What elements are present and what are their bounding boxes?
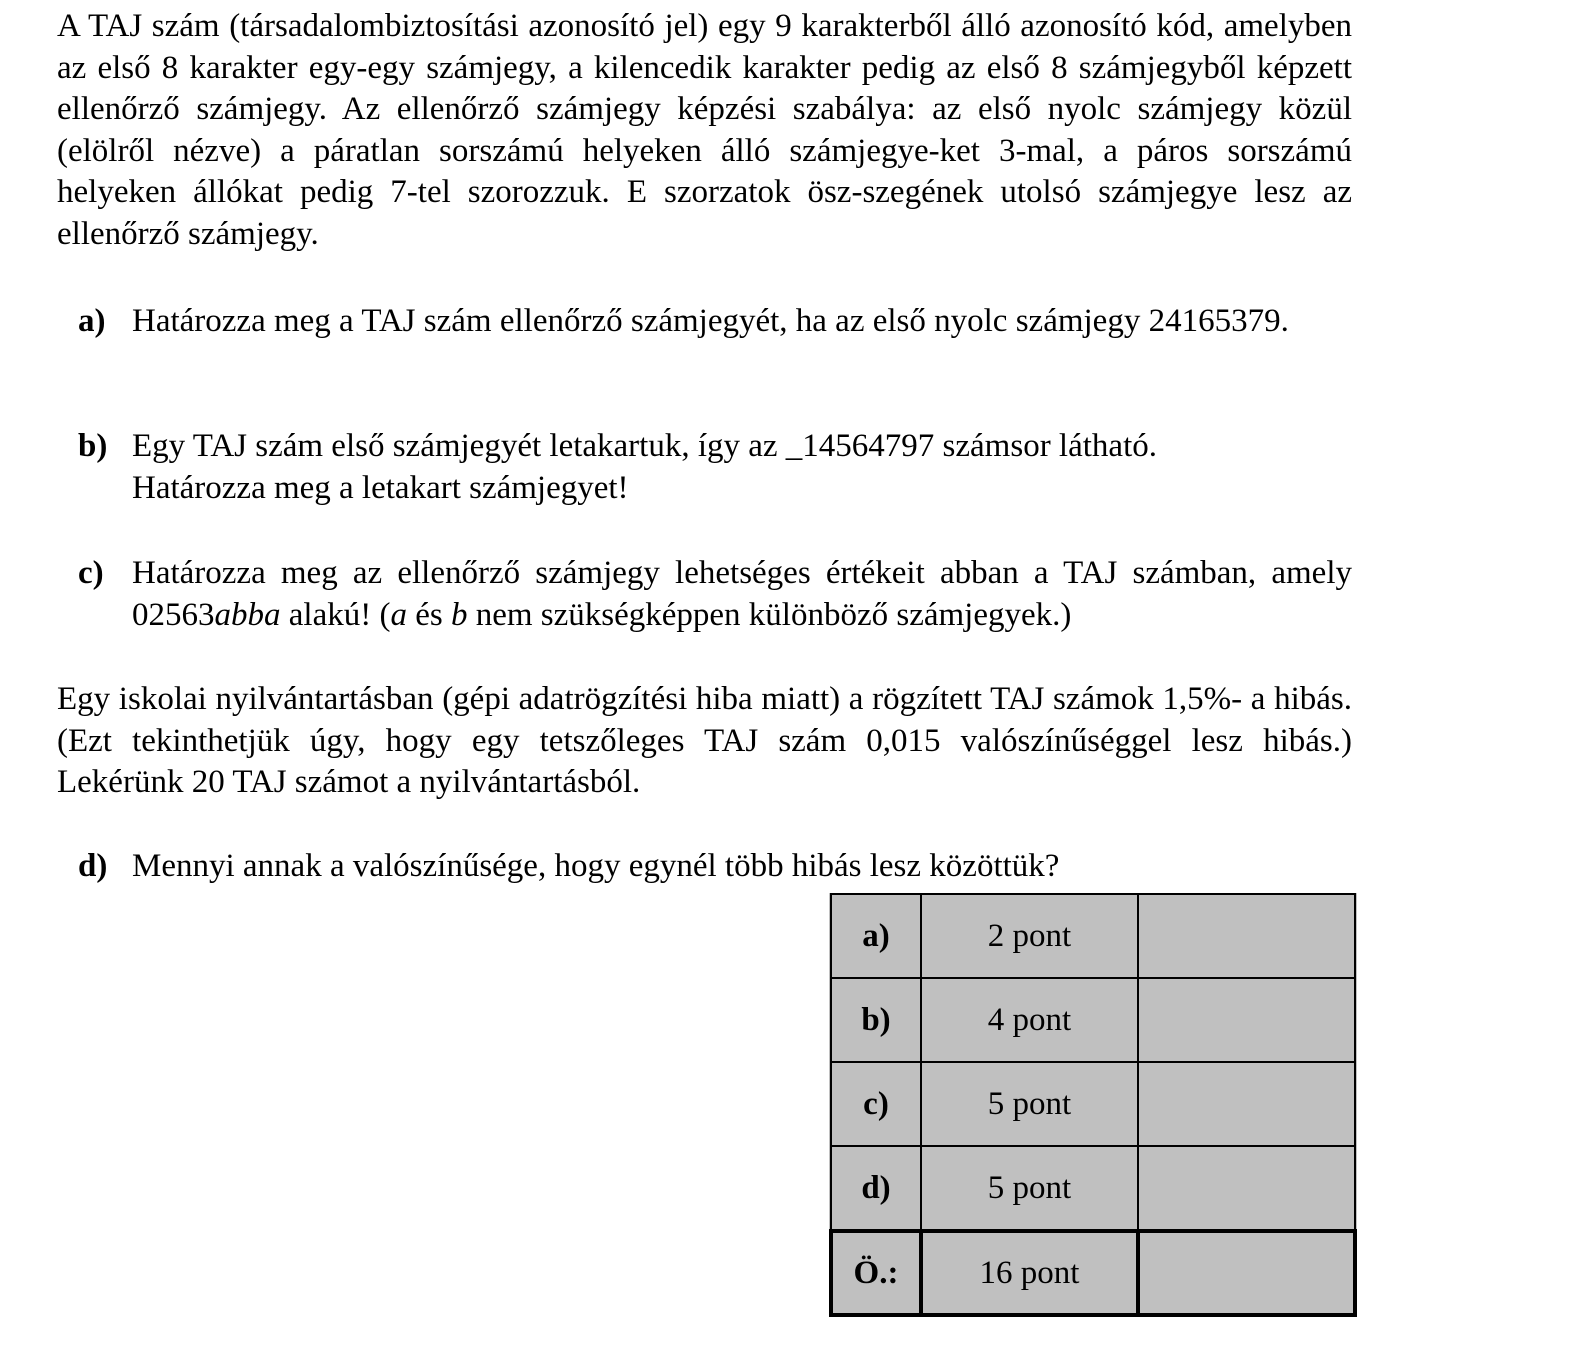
text-run: és	[406, 596, 451, 633]
task-label: a)	[78, 303, 106, 339]
text-run: amely 02563	[132, 555, 1352, 633]
table-row	[831, 978, 1355, 1062]
points-cell: 4 pont	[921, 978, 1138, 1062]
total-earned-cell	[1138, 1231, 1355, 1315]
earned-cell	[1138, 978, 1355, 1062]
total-row	[831, 1231, 1355, 1315]
task-d	[78, 846, 1352, 888]
task-a	[78, 301, 1352, 343]
task-text	[132, 553, 1352, 636]
task-line: Egy TAJ szám első számjegyét letakartuk, így az _14564797 számsor látható.	[132, 428, 1157, 464]
task-label: c)	[78, 555, 104, 591]
task-label: b)	[78, 428, 108, 464]
part-cell: c)	[831, 1062, 921, 1146]
text-run: alakú! (	[280, 596, 391, 633]
part-cell: b)	[831, 978, 921, 1062]
total-points-cell: 16 pont	[921, 1231, 1138, 1315]
task-line: Határozza meg a TAJ szám ellenőrző számjegyét, ha az első nyolc számjegy	[132, 303, 1141, 339]
italic-variable: b	[450, 596, 468, 633]
stats-paragraph	[57, 679, 1352, 804]
points-cell: 5 pont	[921, 1062, 1138, 1146]
part-cell: d)	[831, 1146, 921, 1231]
task-b	[78, 426, 1352, 509]
score-table	[829, 893, 1357, 1317]
intro-line: 8 számjegyből képzett ellenőrző számjegy. Az ellenőrző számjegy képzési szabálya: az	[57, 49, 1353, 127]
italic-variable: a	[390, 596, 407, 633]
table-row	[831, 1146, 1355, 1231]
task-label: d)	[78, 848, 108, 884]
text-run: nem szükségképpen különböző számjegyek.)	[467, 596, 1072, 633]
intro-paragraph	[57, 6, 1352, 255]
intro-line: szegének utolsó számjegye lesz az ellenőrző számjegy.	[57, 174, 1352, 252]
table-row	[831, 894, 1355, 978]
earned-cell	[1138, 894, 1355, 978]
stats-line: Egy iskolai nyilvántartásban (gépi adatrögzítési hiba miatt) a rögzített TAJ számok 1,5%-	[57, 681, 1243, 717]
stats-line: hibás.) Lekérünk 20 TAJ számot a nyilvántartásból.	[57, 722, 1352, 800]
task-line: 24165379.	[1148, 303, 1289, 339]
task-text	[132, 301, 1352, 343]
task-text: Mennyi annak a valószínűsége, hogy egynél több hibás lesz közöttük?	[132, 848, 1060, 884]
points-cell: 2 pont	[921, 894, 1138, 978]
intro-line: ket 3-mal, a páros sorszámú helyeken állókat pedig 7-tel szorozzuk. E szorzatok ösz-	[57, 132, 1352, 210]
part-cell: a)	[831, 894, 921, 978]
earned-cell	[1138, 1062, 1355, 1146]
intro-line: első nyolc számjegy közül (elölről nézve) a páratlan sorszámú helyeken álló számjegye-	[57, 91, 1352, 169]
task-text	[132, 426, 1352, 509]
italic-variable: abba	[214, 596, 281, 633]
stats-line: a hibás. (Ezt tekinthetjük úgy, hogy egy tetszőleges TAJ szám 0,015 valószínűséggel lesz	[57, 681, 1353, 759]
table-row	[831, 1062, 1355, 1146]
intro-line: A TAJ szám (társadalombiztosítási azonosító jel) egy 9 karakterből álló azonosító kód,	[57, 8, 1215, 44]
earned-cell	[1138, 1146, 1355, 1231]
points-cell: 5 pont	[921, 1146, 1138, 1231]
task-line: Határozza meg az ellenőrző számjegy lehetséges értékeit abban a TAJ számban,	[132, 555, 1257, 591]
intro-line: amelyben az első 8 karakter egy-egy számjegy, a kilencedik karakter pedig az első	[57, 8, 1353, 86]
task-c	[78, 553, 1352, 636]
task-line: Határozza meg a letakart számjegyet!	[132, 469, 629, 506]
total-label-cell: Ö.:	[831, 1231, 921, 1315]
